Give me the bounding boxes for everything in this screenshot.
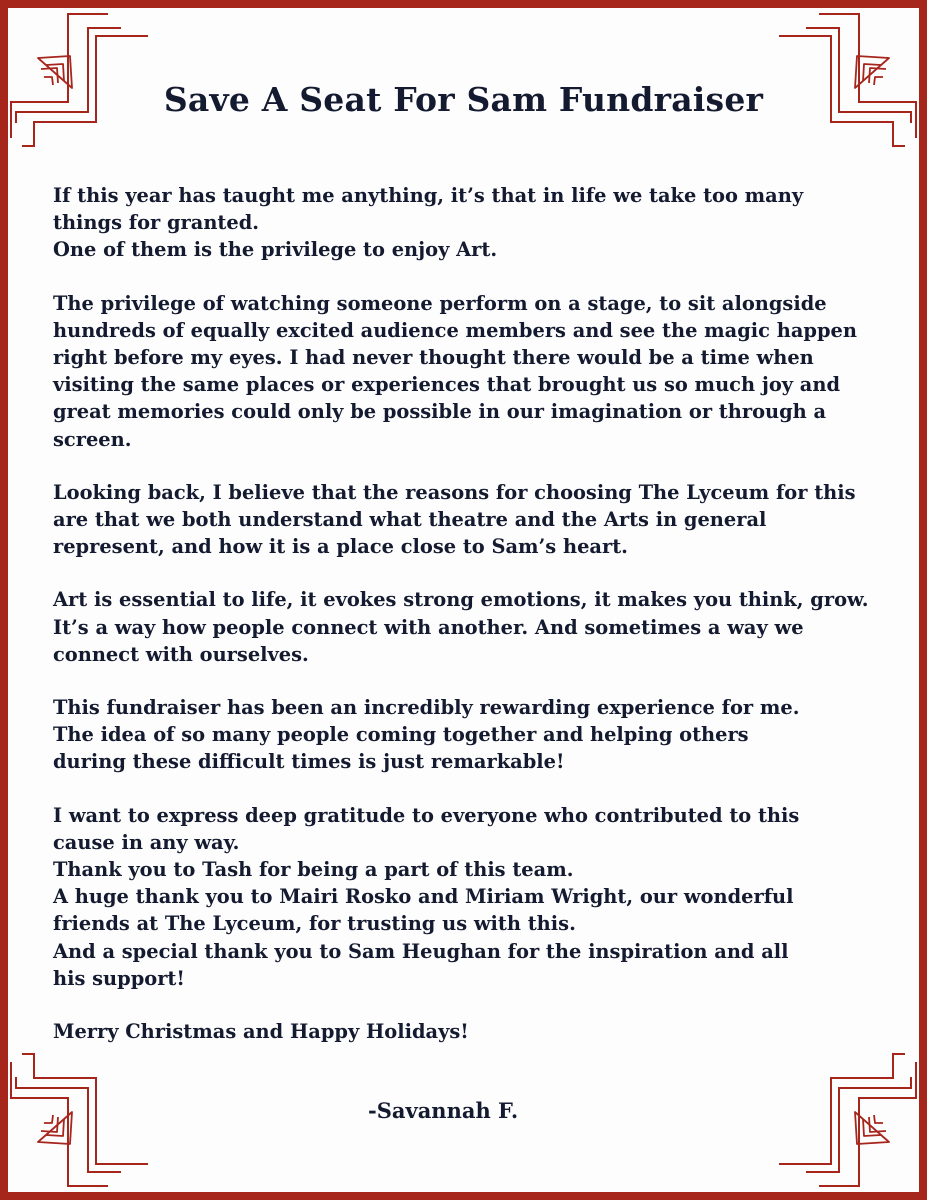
- paragraph-1: [53, 182, 878, 264]
- text-line: great memories could only be possible in our imagination or through a: [53, 400, 827, 424]
- text-line: hundreds of equally excited audience members and see the magic happen: [53, 318, 857, 342]
- text-line: This fundraiser has been an incredibly rewarding experience for me.: [53, 696, 800, 720]
- text-line: I want to express deep gratitude to everyone who contributed to this: [53, 803, 800, 827]
- text-line: right before my eyes. I had never thought there would be a time when: [53, 346, 814, 370]
- text-line: And a special thank you to Sam Heughan for the inspiration and all: [53, 939, 789, 963]
- text-line: are that we both understand what theatre and the Arts in general: [53, 508, 767, 532]
- text-line: during these difficult times is just remarkable!: [53, 750, 565, 774]
- text-line: connect with ourselves.: [53, 642, 309, 666]
- letter-body: [53, 182, 878, 1071]
- text-line: A huge thank you to Mairi Rosko and Miriam Wright, our wonderful: [53, 885, 794, 909]
- paragraph-5: [53, 694, 878, 776]
- text-line: friends at The Lyceum, for trusting us with this.: [53, 912, 576, 936]
- text-line: cause in any way.: [53, 830, 240, 854]
- paragraph-3: [53, 479, 878, 561]
- text-line: screen.: [53, 427, 132, 451]
- text-line: The idea of so many people coming together and helping others: [53, 723, 749, 747]
- text-line: It’s a way how people connect with another. And sometimes a way we: [53, 615, 804, 639]
- paragraph-6: [53, 802, 878, 992]
- text-line: Thank you to Tash for being a part of this team.: [53, 858, 574, 882]
- page-title: Save A Seat For Sam Fundraiser: [163, 80, 764, 119]
- text-line: One of them is the privilege to enjoy Art.: [53, 238, 498, 262]
- closing-text: Merry Christmas and Happy Holidays!: [53, 1020, 469, 1044]
- paragraph-4: [53, 586, 878, 668]
- text-line: The privilege of watching someone perform on a stage, to sit alongside: [53, 291, 827, 315]
- text-line: things for granted.: [53, 211, 260, 235]
- text-line: his support!: [53, 966, 185, 990]
- text-line: visiting the same places or experiences that brought us so much joy and: [53, 373, 841, 397]
- text-line: Looking back, I believe that the reasons for choosing The Lyceum for this: [53, 480, 856, 504]
- text-line: represent, and how it is a place close to Sam’s heart.: [53, 535, 628, 559]
- paragraph-2: [53, 290, 878, 453]
- text-line: If this year has taught me anything, it’s that in life we take too many: [53, 184, 804, 207]
- text-line: Art is essential to life, it evokes strong emotions, it makes you think, grow.: [53, 588, 869, 612]
- closing-line: [53, 1018, 878, 1045]
- signature: -Savannah F.: [368, 1098, 519, 1123]
